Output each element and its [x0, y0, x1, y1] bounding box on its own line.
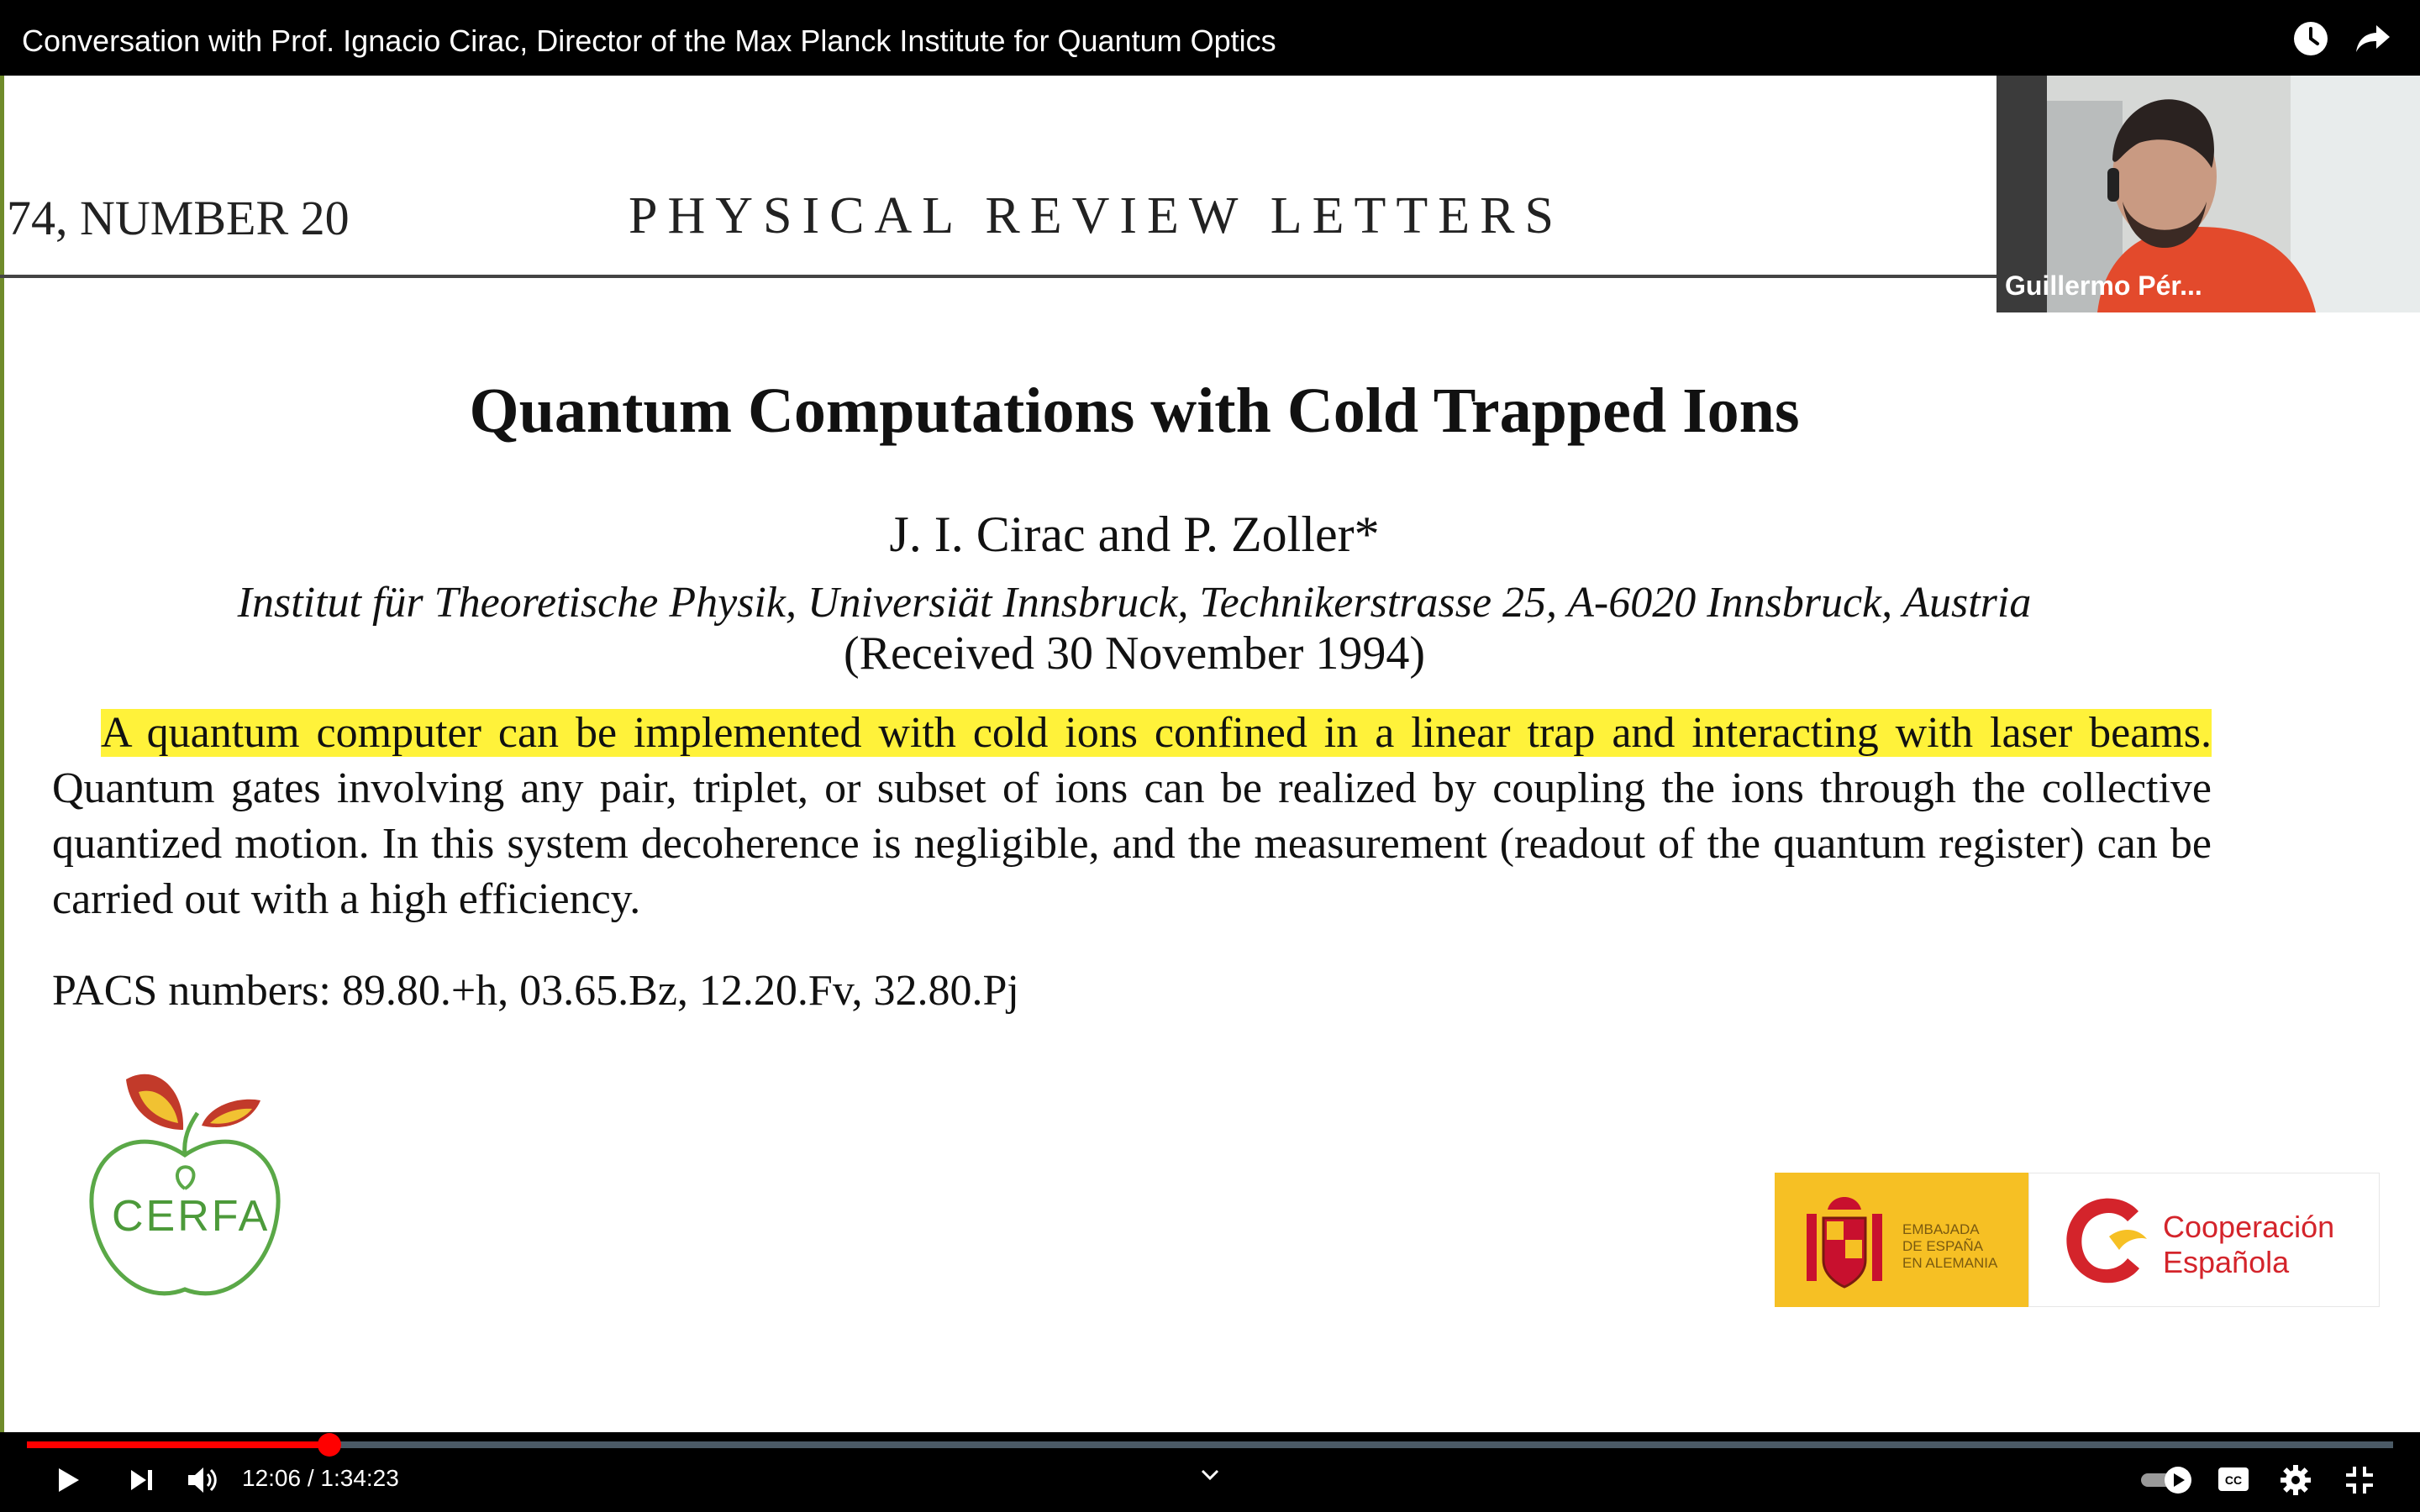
svg-text:CC: CC	[2224, 1473, 2243, 1487]
progress-bar[interactable]	[27, 1441, 2393, 1448]
abstract-highlight: A quantum computer can be implemented with cold ions confined in a linear trap and interacting with laser beams.	[101, 709, 2212, 757]
journal-name: PHYSICAL REVIEW LETTERS	[629, 187, 1564, 244]
embassy-logo-text: EMBAJADA DE ESPAÑA EN ALEMANIA	[1902, 1221, 1998, 1271]
settings-gear-icon[interactable]	[2279, 1463, 2312, 1497]
video-title[interactable]: Conversation with Prof. Ignacio Cirac, Director of the Max Planck Institute for Quantum Optics	[22, 24, 1276, 58]
share-icon[interactable]	[2353, 18, 2393, 59]
journal-volume: 74, NUMBER 20	[7, 191, 350, 245]
spain-coat-of-arms-icon	[1798, 1184, 1891, 1294]
progress-played[interactable]	[27, 1441, 329, 1448]
paper-authors: J. I. Cirac and P. Zoller*	[889, 507, 1380, 562]
paper-received-date: (Received 30 November 1994)	[844, 627, 1425, 680]
paper-abstract	[52, 706, 2212, 927]
cerfa-apple-logo	[84, 1046, 286, 1306]
participant-name: Guillermo Pér...	[2005, 270, 2202, 301]
exit-fullscreen-icon[interactable]	[2343, 1463, 2376, 1497]
next-video-icon[interactable]	[124, 1463, 158, 1497]
cerfa-logo-text: CERFA	[112, 1192, 271, 1241]
time-display: 12:06 / 1:34:23	[242, 1465, 399, 1491]
watch-later-icon[interactable]	[2291, 18, 2331, 59]
pacs-numbers: PACS numbers: 89.80.+h, 03.65.Bz, 12.20.Fv, 32.80.Pj	[52, 967, 1019, 1015]
autoplay-toggle-icon[interactable]	[2139, 1465, 2195, 1495]
abstract-rest: Quantum gates involving any pair, triplet, or subset of ions can be realized by coupling the ions through the collective quantized motion. In this system decoherence is negligible, and the measurement (readout of the quantum register) can be carried out with a high efficiency.	[52, 764, 2212, 923]
captions-icon[interactable]	[2217, 1465, 2250, 1494]
volume-icon[interactable]	[185, 1463, 220, 1497]
paper-affiliation: Institut für Theoretische Physik, Universiät Innsbruck, Technikerstrasse 25, A-6020 Innsbruck, Austria	[237, 579, 2032, 627]
cooperacion-logo-text: Cooperación Española	[2163, 1210, 2335, 1279]
chevron-down-icon[interactable]	[1200, 1468, 1220, 1482]
paper-title: Quantum Computations with Cold Trapped Ions	[469, 375, 1800, 446]
play-icon[interactable]	[50, 1463, 84, 1497]
cooperacion-c-icon	[2059, 1193, 2151, 1287]
